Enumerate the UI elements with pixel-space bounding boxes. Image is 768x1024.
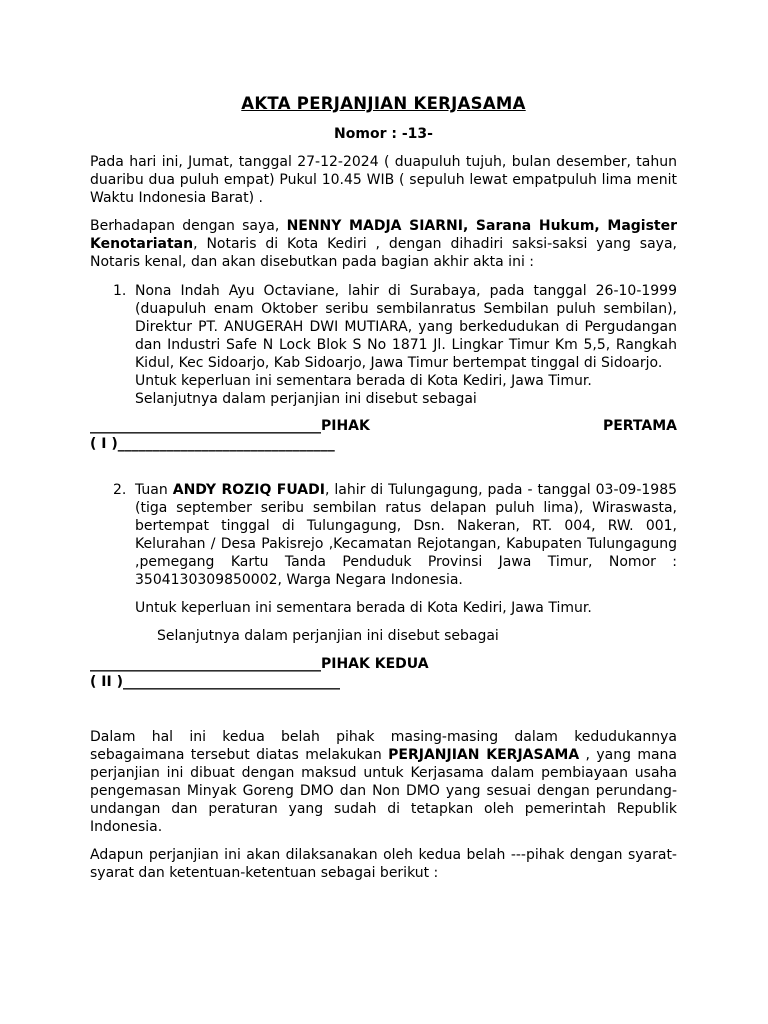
party-two-referral: Selanjutnya dalam perjanjian ini disebut sebagai	[157, 628, 499, 644]
party-one-roman-line: ( I )_______________________________	[90, 436, 335, 452]
appearance-suffix: , Notaris di Kota Kediri , dengan dihadiri saksi-saksi yang saya, Notaris kenal, dan akan disebutkan pada bagian akhir akta ini :	[90, 236, 677, 270]
party-one-referral: Selanjutnya dalam perjanjian ini disebut sebagai	[135, 391, 477, 407]
appearance-paragraph	[90, 217, 677, 271]
agreement-paragraph	[90, 728, 677, 836]
notary-name: NENNY MADJA SIARNI, Sarana Hukum, Magister Kenotariatan	[90, 218, 678, 252]
party-two-prefix: Tuan	[135, 482, 173, 498]
party-two-purpose: Untuk keperluan ini sementara berada di Kota Kediri, Jawa Timur.	[135, 600, 592, 616]
document-number: Nomor : -13-	[334, 126, 433, 142]
party-one-designation-right: PERTAMA	[602, 418, 677, 434]
party-two-description	[135, 481, 677, 589]
agreement-suffix: , yang mana perjanjian ini dibuat dengan maksud untuk Kerjasama dalam pembiayaan usaha pengemasan Minyak Goreng DMO dan Non DMO yang sesuai dengan perundang-undangan dan peraturan yang sudah di tetapkan oleh pemerintah Republik Indonesia.	[90, 747, 677, 835]
party-two-details: , lahir di Tulungagung, pada - tanggal 03-09-1985 (tiga september seribu sembilan ratus delapan puluh lima), Wiraswasta, bertempat tinggal di Tulungagung, Dsn. Nakeran, RT. 004, RW. 001, Kelurahan / Desa Pakisrejo ,Kecamatan Rejotangan, Kabupaten Tulungagung ,pemegang Kartu Tanda Penduduk Provinsi Jawa Timur, Nomor : 3504130309850002, Warga Negara Indonesia.	[135, 482, 678, 588]
party-two-roman-line: ( II )_______________________________	[90, 674, 340, 690]
party-two-body	[135, 481, 677, 645]
closing-paragraph: Adapun perjanjian ini akan dilaksanakan oleh kedua belah ---pihak dengan syarat-syarat dan ketentuan-ketentuan sebagai berikut :	[90, 847, 677, 881]
party-one-designation-left: _________________________________PIHAK	[90, 418, 370, 434]
appearance-prefix: Berhadapan dengan saya,	[90, 218, 287, 234]
document-title: AKTA PERJANJIAN KERJASAMA	[241, 94, 526, 113]
party-one-item	[113, 282, 677, 408]
party-two-name: ANDY ROZIQ FUADI	[172, 482, 325, 498]
agreement-prefix: Dalam hal ini kedua belah pihak masing-masing dalam kedudukannya sebagaimana tersebut diatas melakukan	[90, 729, 677, 763]
party-two-number: 2.	[113, 482, 127, 498]
party-one-designation-line	[90, 417, 677, 435]
party-one-number: 1.	[113, 283, 127, 299]
party-two-designation-line: _________________________________PIHAK KEDUA	[90, 656, 429, 672]
party-one-description: Nona Indah Ayu Octaviane, lahir di Surabaya, pada tanggal 26-10-1999 (duapuluh enam Oktober seribu sembilanratus Sembilan puluh sembilan), Direktur PT. ANUGERAH DWI MUTIARA, yang berkedudukan di Pergudangan dan Industri Safe N Lock Blok S No 1871 Jl. Lingkar Timur Km 5,5, Rangkah Kidul, Kec Sidoarjo, Kab Sidoarjo, Jawa Timur bertempat tinggal di Sidoarjo.	[135, 283, 677, 371]
opening-paragraph: Pada hari ini, Jumat, tanggal 27-12-2024 ( duapuluh tujuh, bulan desember, tahun duaribu dua puluh empat) Pukul 10.45 WIB ( sepuluh lewat empatpuluh lima menit Waktu Indonesia Barat) .	[90, 154, 677, 206]
party-two-item	[113, 481, 677, 645]
party-one-body	[135, 282, 677, 408]
party-one-purpose: Untuk keperluan ini sementara berada di Kota Kediri, Jawa Timur.	[135, 373, 592, 389]
agreement-title: PERJANJIAN KERJASAMA	[388, 747, 580, 763]
